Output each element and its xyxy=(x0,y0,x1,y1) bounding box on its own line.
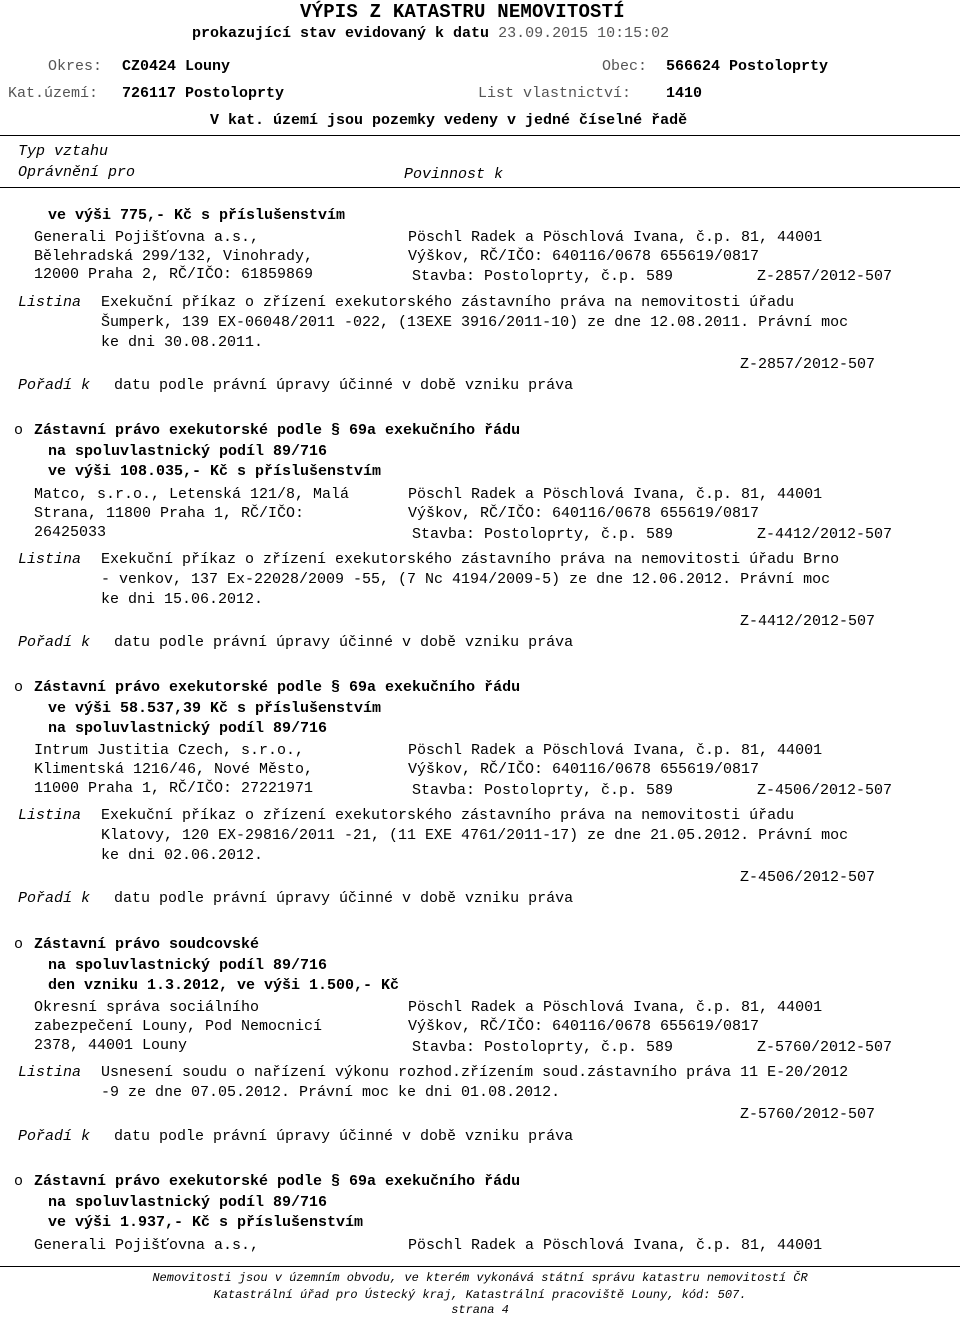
zapis-ref: Z-5760/2012-507 xyxy=(740,1106,876,1123)
creditor-line: Strana, 11800 Praha 1, RČ/IČO: xyxy=(34,505,305,522)
entry-line: na spoluvlastnický podíl 89/716 xyxy=(48,720,328,737)
creditor-line: zabezpečení Louny, Pod Nemocnicí xyxy=(34,1018,323,1035)
listina-line: -9 ze dne 07.05.2012. Právní moc ke dni 01.08.2012. xyxy=(101,1084,561,1101)
entry-line: na spoluvlastnický podíl 89/716 xyxy=(48,957,328,974)
debtor-line: Pöschl Radek a Pöschlová Ivana, č.p. 81, 44001 xyxy=(408,1237,823,1254)
zapis-ref: Z-4506/2012-507 xyxy=(740,869,876,886)
list-label: List vlastnictví: xyxy=(478,85,632,102)
footer-line-2: Katastrální úřad pro Ústecký kraj, Katastrální pracoviště Louny, kód: 507. xyxy=(213,1288,747,1302)
entry-line: ve výši 58.537,39 Kč s příslušenstvím xyxy=(48,700,382,717)
creditor-line: 11000 Praha 1, RČ/IČO: 27221971 xyxy=(34,780,314,797)
katuzemi-value: 726117 Postoloprty xyxy=(122,85,285,102)
document-subtitle xyxy=(192,24,669,44)
column-rule xyxy=(0,187,960,188)
listina-line: Exekuční příkaz o zřízení exekutorského zástavního práva na nemovitosti úřadu xyxy=(101,807,795,824)
bullet: o xyxy=(14,422,24,439)
entry-line: na spoluvlastnický podíl 89/716 xyxy=(48,443,328,460)
creditor-line: Intrum Justitia Czech, s.r.o., xyxy=(34,742,305,759)
debtor-line: Pöschl Radek a Pöschlová Ivana, č.p. 81, 44001 xyxy=(408,999,823,1016)
subtitle-date: 23.09.2015 10:15:02 xyxy=(498,25,670,42)
entry-line: ve výši 775,- Kč s příslušenstvím xyxy=(48,207,346,224)
poradi-label: Pořadí k xyxy=(18,377,91,394)
listina-label: Listina xyxy=(18,551,82,568)
debtor-line: Stavba: Postoloprty, č.p. 589 xyxy=(412,268,674,285)
entry-heading: Zástavní právo exekutorské podle § 69a exekučního řádu xyxy=(34,679,521,696)
creditor-line: Okresní správa sociálního xyxy=(34,999,260,1016)
creditor-line: Generali Pojišťovna a.s., xyxy=(34,229,260,246)
okres-label: Okres: xyxy=(48,58,103,75)
debtor-line: Výškov, RČ/IČO: 640116/0678 655619/0817 xyxy=(408,505,760,522)
listina-label: Listina xyxy=(18,807,82,824)
debtor-line: Pöschl Radek a Pöschlová Ivana, č.p. 81, 44001 xyxy=(408,486,823,503)
creditor-line: 12000 Praha 2, RČ/IČO: 61859869 xyxy=(34,266,314,283)
creditor-line: Generali Pojišťovna a.s., xyxy=(34,1237,260,1254)
list-value: 1410 xyxy=(666,85,703,102)
column-typ-vztahu: Typ vztahu xyxy=(18,143,109,160)
zapis-ref: Z-5760/2012-507 xyxy=(757,1039,893,1056)
listina-line: Usnesení soudu o nařízení výkonu rozhod.zřízením soud.zástavního práva 11 E-20/2012 xyxy=(101,1064,849,1081)
creditor-line: 26425033 xyxy=(34,524,107,541)
debtor-line: Výškov, RČ/IČO: 640116/0678 655619/0817 xyxy=(408,248,760,265)
listina-label: Listina xyxy=(18,1064,82,1081)
poradi-text: datu podle právní úpravy účinné v době vzniku práva xyxy=(114,890,574,907)
creditor-line: Klimentská 1216/46, Nové Město, xyxy=(34,761,314,778)
entry-line: na spoluvlastnický podíl 89/716 xyxy=(48,1194,328,1211)
listina-line: - venkov, 137 Ex-22028/2009 -55, (7 Nc 4194/2009-5) ze dne 12.06.2012. Právní moc xyxy=(101,571,831,588)
zapis-ref: Z-2857/2012-507 xyxy=(740,356,876,373)
debtor-line: Výškov, RČ/IČO: 640116/0678 655619/0817 xyxy=(408,761,760,778)
debtor-line: Výškov, RČ/IČO: 640116/0678 655619/0817 xyxy=(408,1018,760,1035)
debtor-line: Stavba: Postoloprty, č.p. 589 xyxy=(412,1039,674,1056)
zapis-ref: Z-4412/2012-507 xyxy=(740,613,876,630)
poradi-text: datu podle právní úpravy účinné v době vzniku práva xyxy=(114,1128,574,1145)
creditor-line: Matco, s.r.o., Letenská 121/8, Malá xyxy=(34,486,350,503)
listina-line: ke dni 02.06.2012. xyxy=(101,847,264,864)
footer-line-1: Nemovitosti jsou v územním obvodu, ve kterém vykonává státní správu katastru nemovitostí ČR xyxy=(152,1271,808,1285)
column-povinnost-k: Povinnost k xyxy=(404,166,504,183)
debtor-line: Pöschl Radek a Pöschlová Ivana, č.p. 81, 44001 xyxy=(408,742,823,759)
poradi-label: Pořadí k xyxy=(18,634,91,651)
listina-line: Exekuční příkaz o zřízení exekutorského zástavního práva na nemovitosti úřadu Brno xyxy=(101,551,840,568)
creditor-line: Bělehradská 299/132, Vinohrady, xyxy=(34,248,314,265)
zapis-ref: Z-4506/2012-507 xyxy=(757,782,893,799)
bullet: o xyxy=(14,936,24,953)
debtor-line: Stavba: Postoloprty, č.p. 589 xyxy=(412,782,674,799)
listina-line: ke dni 15.06.2012. xyxy=(101,591,264,608)
listina-label: Listina xyxy=(18,294,82,311)
listina-line: ke dni 30.08.2011. xyxy=(101,334,264,351)
bullet: o xyxy=(14,679,24,696)
zapis-ref: Z-2857/2012-507 xyxy=(757,268,893,285)
poradi-label: Pořadí k xyxy=(18,890,91,907)
subtitle-label: prokazující stav evidovaný k datu xyxy=(192,25,490,42)
header-note: V kat. území jsou pozemky vedeny v jedné číselné řadě xyxy=(210,112,688,129)
zapis-ref: Z-4412/2012-507 xyxy=(757,526,893,543)
poradi-label: Pořadí k xyxy=(18,1128,91,1145)
obec-value: 566624 Postoloprty xyxy=(666,58,829,75)
footer-rule xyxy=(0,1266,960,1267)
listina-line: Exekuční příkaz o zřízení exekutorského zástavního práva na nemovitosti úřadu xyxy=(101,294,795,311)
obec-label: Obec: xyxy=(602,58,648,75)
poradi-text: datu podle právní úpravy účinné v době vzniku práva xyxy=(114,634,574,651)
listina-line: Klatovy, 120 EX-29816/2011 -21, (11 EXE 4761/2011-17) ze dne 21.05.2012. Právní moc xyxy=(101,827,849,844)
debtor-line: Stavba: Postoloprty, č.p. 589 xyxy=(412,526,674,543)
document-title: VÝPIS Z KATASTRU NEMOVITOSTÍ xyxy=(300,1,625,23)
bullet: o xyxy=(14,1173,24,1190)
creditor-line: 2378, 44001 Louny xyxy=(34,1037,188,1054)
entry-heading: Zástavní právo exekutorské podle § 69a exekučního řádu xyxy=(34,422,521,439)
entry-line: ve výši 108.035,- Kč s příslušenstvím xyxy=(48,463,382,480)
poradi-text: datu podle právní úpravy účinné v době vzniku práva xyxy=(114,377,574,394)
entry-line: ve výši 1.937,- Kč s příslušenstvím xyxy=(48,1214,364,1231)
column-opravneni-pro: Oprávnění pro xyxy=(18,164,136,181)
entry-heading: Zástavní právo exekutorské podle § 69a exekučního řádu xyxy=(34,1173,521,1190)
listina-line: Šumperk, 139 EX-06048/2011 -022, (13EXE 3916/2011-10) ze dne 12.08.2011. Právní moc xyxy=(101,314,849,331)
header-rule xyxy=(0,135,960,136)
katuzemi-label: Kat.území: xyxy=(8,85,99,102)
entry-line: den vzniku 1.3.2012, ve výši 1.500,- Kč xyxy=(48,977,400,994)
okres-value: CZ0424 Louny xyxy=(122,58,231,75)
entry-heading: Zástavní právo soudcovské xyxy=(34,936,260,953)
page-number: strana 4 xyxy=(451,1303,509,1317)
debtor-line: Pöschl Radek a Pöschlová Ivana, č.p. 81, 44001 xyxy=(408,229,823,246)
